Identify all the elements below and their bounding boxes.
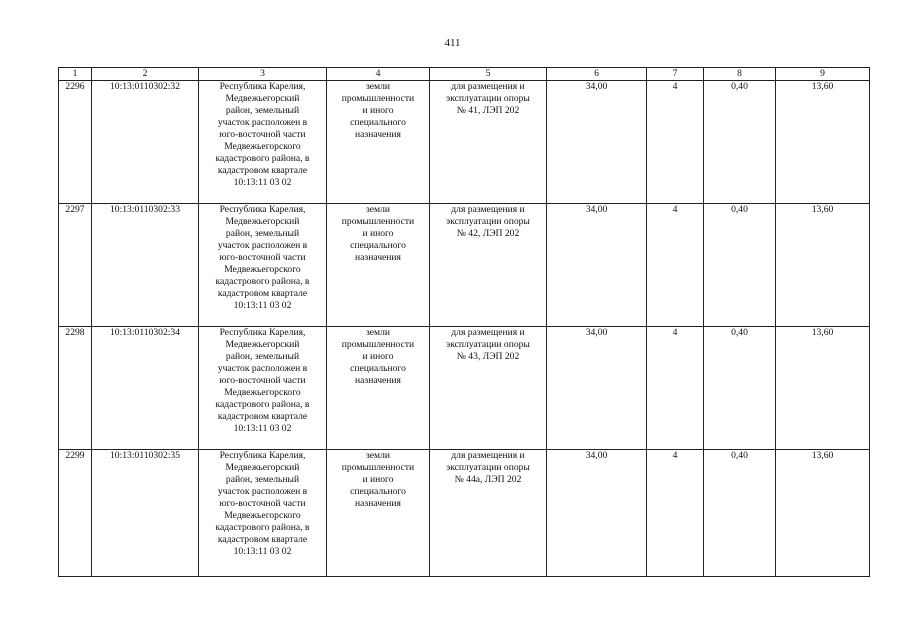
- permitted-use-cell-line: эксплуатации опоры: [446, 339, 530, 350]
- value-col-6: 34,00: [547, 327, 647, 450]
- value-col-8: 0,40: [704, 204, 776, 327]
- column-header-6: 6: [547, 68, 647, 81]
- column-header-8: 8: [704, 68, 776, 81]
- land-category-cell-line: промышленности: [341, 216, 415, 227]
- row-number: 2298: [59, 327, 92, 450]
- location-cell-line: 10:13:11 03 02: [233, 300, 292, 311]
- location-cell-line: район, земельный: [225, 105, 300, 116]
- permitted-use-cell-line: для размещения и: [451, 327, 525, 338]
- land-category-cell-line: земли: [365, 81, 391, 92]
- land-category-cell-line: земли: [365, 450, 391, 461]
- column-header-4: 4: [327, 68, 430, 81]
- row-number: 2299: [59, 450, 92, 577]
- permitted-use-cell: [430, 327, 547, 450]
- land-category-cell-line: специального: [350, 117, 406, 128]
- land-category-cell-line: и иного: [362, 228, 394, 239]
- land-category-cell-line: назначения: [355, 498, 401, 509]
- land-category-cell-line: и иного: [362, 351, 394, 362]
- permitted-use-cell-line: эксплуатации опоры: [446, 216, 530, 227]
- land-category-cell-line: земли: [365, 204, 391, 215]
- location-cell-line: юго-восточной части: [219, 498, 306, 509]
- location-cell-line: Медвежьегорского: [224, 387, 301, 398]
- table-row: [59, 327, 870, 450]
- permitted-use-cell-line: № 43, ЛЭП 202: [456, 351, 520, 362]
- location-cell-line: Медвежьегорского: [224, 264, 301, 275]
- location-cell-line: Медвежьегорский: [225, 339, 300, 350]
- value-col-9: 13,60: [776, 327, 870, 450]
- row-number: 2297: [59, 204, 92, 327]
- permitted-use-cell-line: для размещения и: [451, 81, 525, 92]
- permitted-use-cell: [430, 204, 547, 327]
- land-category-cell-line: назначения: [355, 129, 401, 140]
- value-col-6: 34,00: [547, 450, 647, 577]
- table-row: [59, 450, 870, 577]
- land-category-cell: [327, 81, 430, 204]
- permitted-use-cell-line: № 42, ЛЭП 202: [456, 228, 520, 239]
- land-category-cell-line: специального: [350, 363, 406, 374]
- land-category-cell-line: промышленности: [341, 462, 415, 473]
- location-cell-line: 10:13:11 03 02: [233, 177, 292, 188]
- land-plots-table: [58, 67, 870, 577]
- column-header-3: 3: [199, 68, 327, 81]
- value-col-7: 4: [647, 81, 704, 204]
- location-cell-line: кадастрового района, в: [215, 522, 310, 533]
- table-row: [59, 81, 870, 204]
- land-category-cell: [327, 204, 430, 327]
- land-category-cell-line: назначения: [355, 375, 401, 386]
- location-cell-line: Медвежьегорский: [225, 93, 300, 104]
- cadastral-number: 10:13:0110302:32: [92, 81, 199, 204]
- land-category-cell: [327, 450, 430, 577]
- land-category-cell-line: и иного: [362, 105, 394, 116]
- value-col-7: 4: [647, 450, 704, 577]
- land-category-cell-line: назначения: [355, 252, 401, 263]
- location-cell: [199, 81, 327, 204]
- location-cell-line: Республика Карелия,: [219, 204, 306, 215]
- location-cell-line: юго-восточной части: [219, 375, 306, 386]
- location-cell-line: кадастрового района, в: [215, 399, 310, 410]
- value-col-8: 0,40: [704, 81, 776, 204]
- permitted-use-cell-line: для размещения и: [451, 450, 525, 461]
- land-category-cell-line: промышленности: [341, 339, 415, 350]
- land-category-cell-line: специального: [350, 486, 406, 497]
- page-number: 411: [444, 37, 461, 49]
- cadastral-number: 10:13:0110302:34: [92, 327, 199, 450]
- location-cell: [199, 327, 327, 450]
- location-cell-line: Республика Карелия,: [219, 327, 306, 338]
- location-cell-line: кадастрового района, в: [215, 276, 310, 287]
- table-row: [59, 204, 870, 327]
- location-cell-line: Медвежьегорский: [225, 462, 300, 473]
- value-col-9: 13,60: [776, 450, 870, 577]
- value-col-9: 13,60: [776, 81, 870, 204]
- location-cell-line: кадастрового района, в: [215, 153, 310, 164]
- location-cell-line: кадастровом квартале: [217, 165, 308, 176]
- location-cell-line: Республика Карелия,: [219, 81, 306, 92]
- permitted-use-cell: [430, 81, 547, 204]
- column-header-1: 1: [59, 68, 92, 81]
- location-cell-line: Республика Карелия,: [219, 450, 306, 461]
- location-cell-line: кадастровом квартале: [217, 288, 308, 299]
- column-header-9: 9: [776, 68, 870, 81]
- column-header-5: 5: [430, 68, 547, 81]
- value-col-6: 34,00: [547, 81, 647, 204]
- value-col-8: 0,40: [704, 450, 776, 577]
- land-category-cell-line: промышленности: [341, 93, 415, 104]
- header-row: [59, 68, 870, 81]
- location-cell-line: кадастровом квартале: [217, 534, 308, 545]
- location-cell-line: район, земельный: [225, 351, 300, 362]
- permitted-use-cell-line: № 41, ЛЭП 202: [456, 105, 520, 116]
- location-cell-line: Медвежьегорского: [224, 510, 301, 521]
- value-col-8: 0,40: [704, 327, 776, 450]
- value-col-7: 4: [647, 204, 704, 327]
- cadastral-number: 10:13:0110302:33: [92, 204, 199, 327]
- location-cell: [199, 450, 327, 577]
- location-cell-line: участок расположен в: [217, 363, 308, 374]
- location-cell: [199, 204, 327, 327]
- permitted-use-cell-line: № 44а, ЛЭП 202: [454, 474, 522, 485]
- permitted-use-cell-line: для размещения и: [451, 204, 525, 215]
- table-body: [59, 81, 870, 577]
- location-cell-line: район, земельный: [225, 228, 300, 239]
- location-cell-line: юго-восточной части: [219, 252, 306, 263]
- location-cell-line: участок расположен в: [217, 117, 308, 128]
- land-category-cell-line: и иного: [362, 474, 394, 485]
- permitted-use-cell-line: эксплуатации опоры: [446, 462, 530, 473]
- permitted-use-cell-line: эксплуатации опоры: [446, 93, 530, 104]
- location-cell-line: кадастровом квартале: [217, 411, 308, 422]
- location-cell-line: 10:13:11 03 02: [233, 546, 292, 557]
- location-cell-line: район, земельный: [225, 474, 300, 485]
- land-category-cell: [327, 327, 430, 450]
- location-cell-line: Медвежьегорский: [225, 216, 300, 227]
- value-col-9: 13,60: [776, 204, 870, 327]
- location-cell-line: 10:13:11 03 02: [233, 423, 292, 434]
- location-cell-line: юго-восточной части: [219, 129, 306, 140]
- land-category-cell-line: специального: [350, 240, 406, 251]
- location-cell-line: участок расположен в: [217, 240, 308, 251]
- permitted-use-cell: [430, 450, 547, 577]
- location-cell-line: участок расположен в: [217, 486, 308, 497]
- column-header-7: 7: [647, 68, 704, 81]
- row-number: 2296: [59, 81, 92, 204]
- column-header-2: 2: [92, 68, 199, 81]
- value-col-6: 34,00: [547, 204, 647, 327]
- value-col-7: 4: [647, 327, 704, 450]
- location-cell-line: Медвежьегорского: [224, 141, 301, 152]
- land-category-cell-line: земли: [365, 327, 391, 338]
- cadastral-number: 10:13:0110302:35: [92, 450, 199, 577]
